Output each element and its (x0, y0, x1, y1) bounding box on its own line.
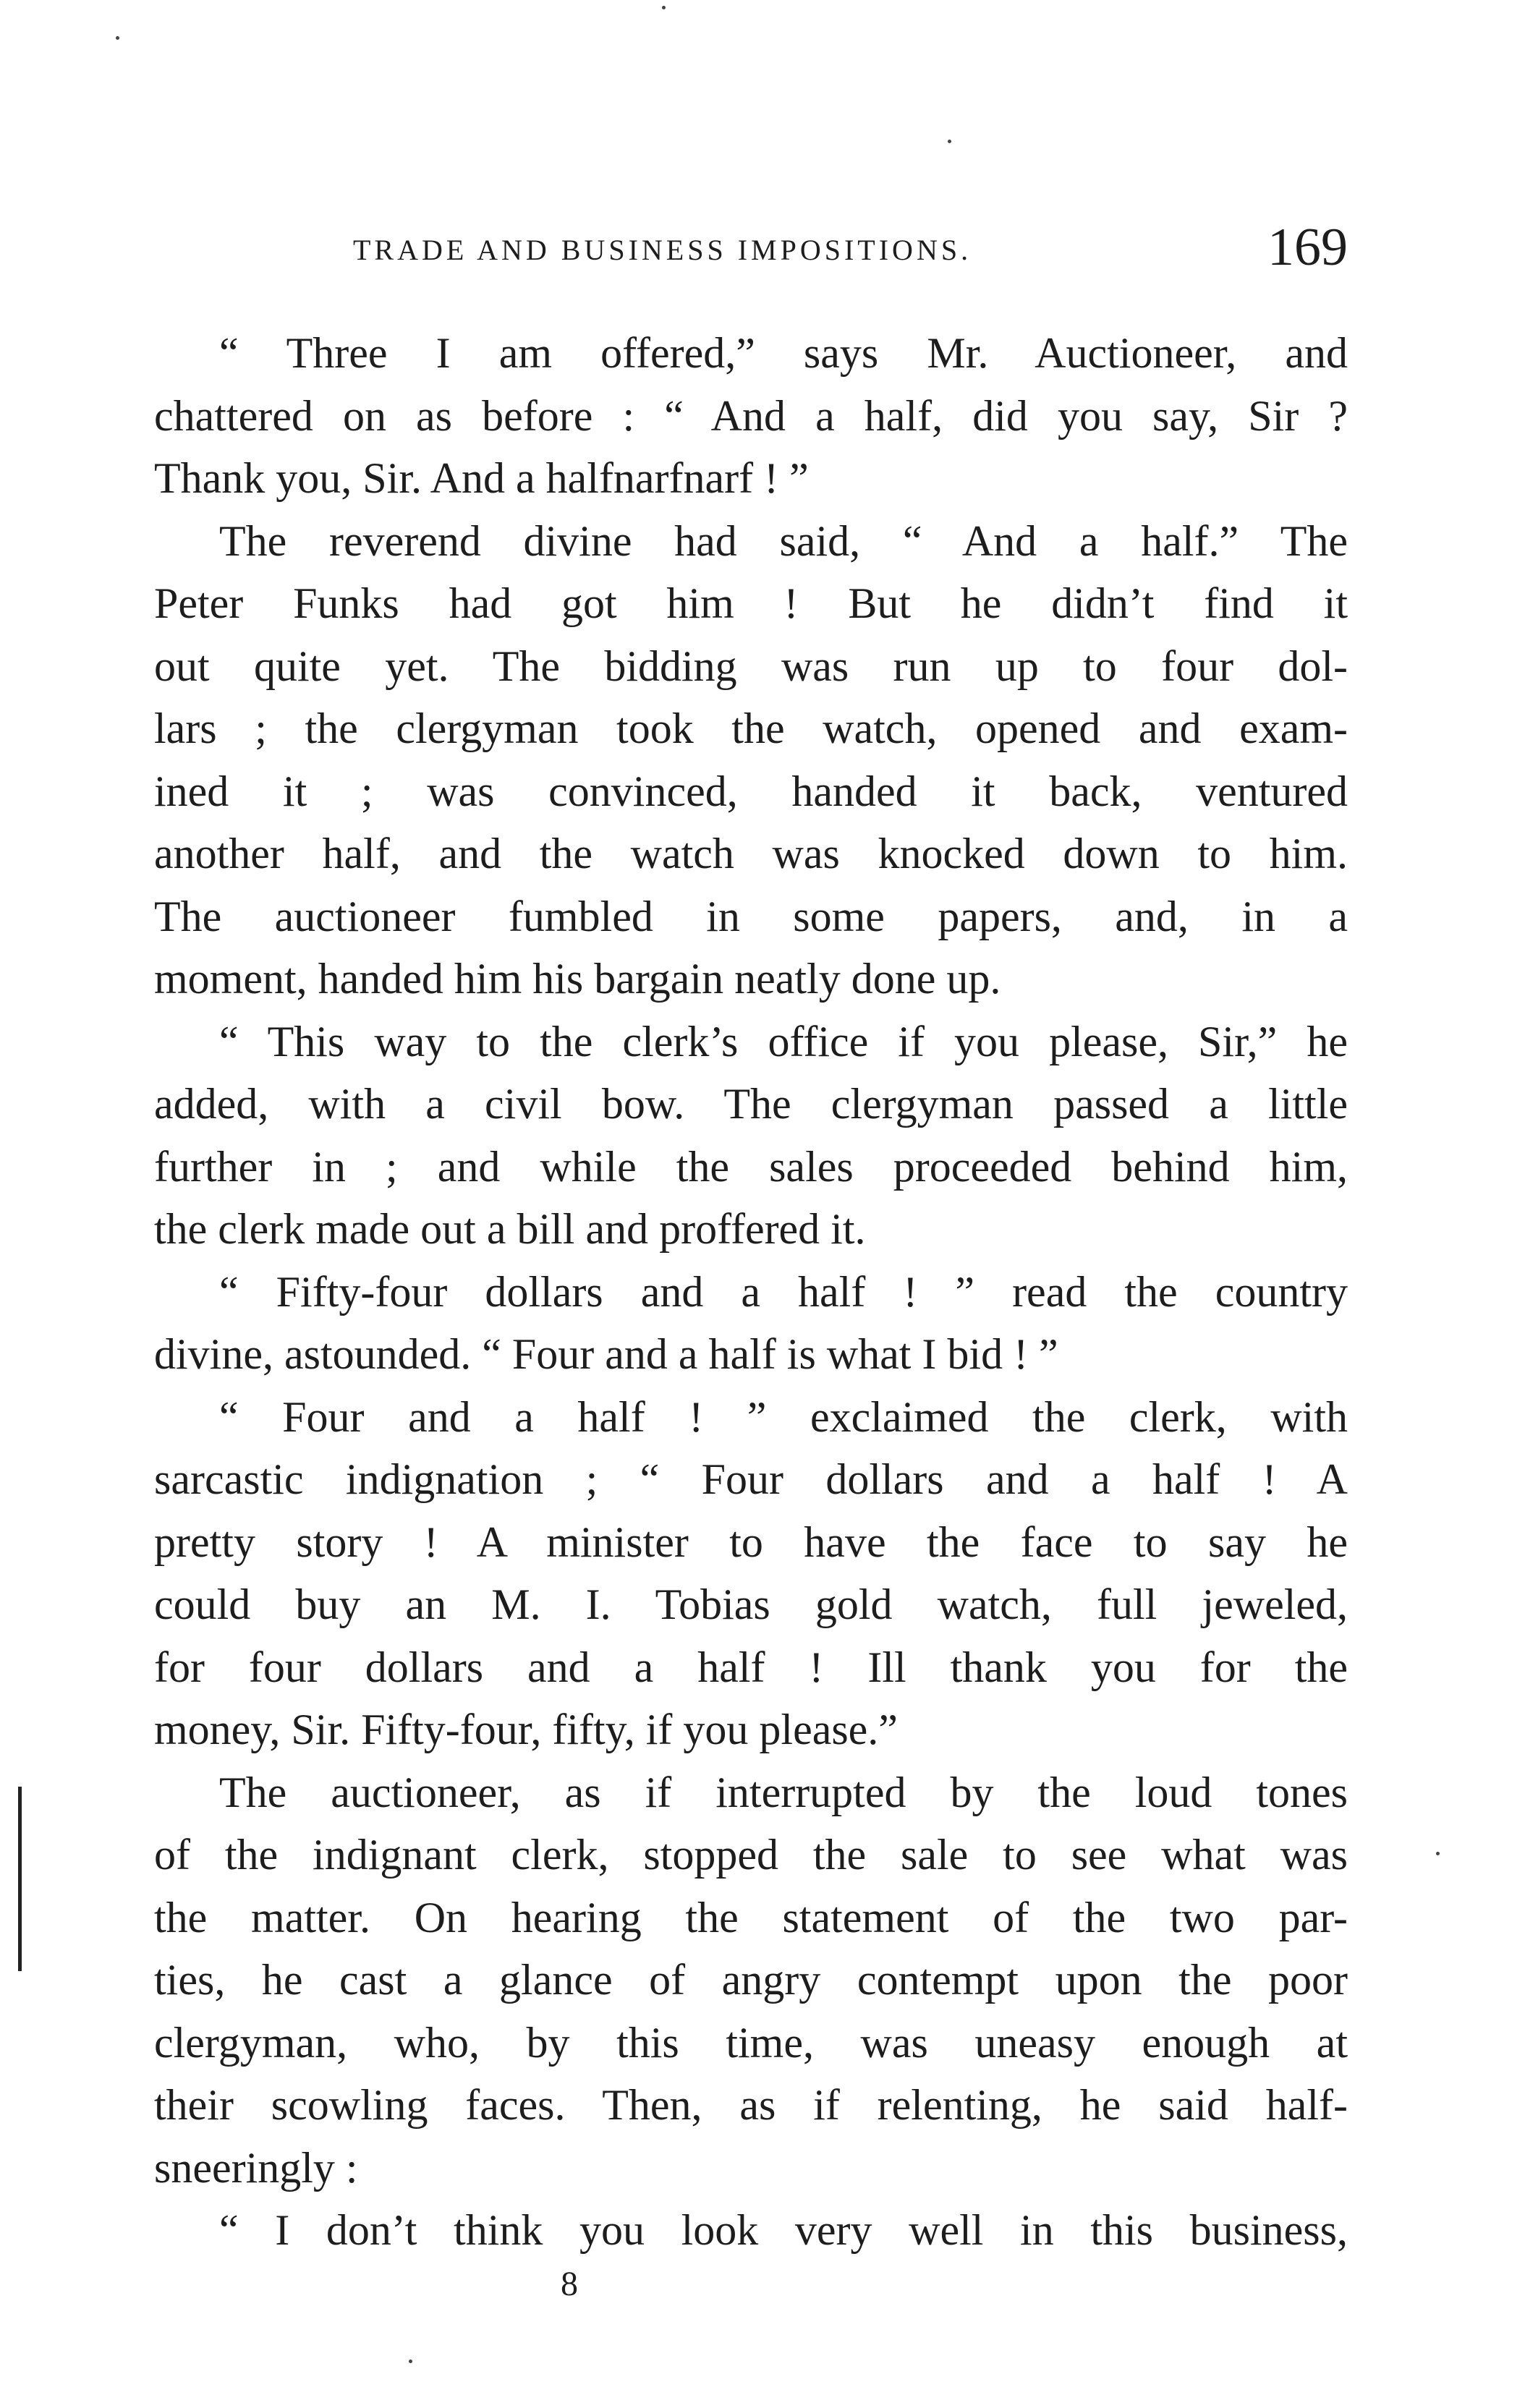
text-line: “ I don’t think you look very well in this business, (219, 2206, 1348, 2254)
text-line: sneeringly : (154, 2143, 358, 2192)
text-line: “ Fifty-four dollars and a half ! ” read the country (219, 1267, 1348, 1316)
text-line: of the indignant clerk, stopped the sale to see what was (154, 1831, 1348, 1879)
page-number: 169 (1267, 218, 1348, 277)
text-line: sarcastic indignation ; “ Four dollars and a half ! A (154, 1455, 1348, 1503)
text-line: The auctioneer fumbled in some papers, and, in a (154, 892, 1348, 940)
text-line: The auctioneer, as if interrupted by the loud tones (219, 1768, 1348, 1816)
text-line: pretty story ! A minister to have the face to say he (154, 1518, 1348, 1566)
text-line: moment, handed him his bargain neatly done up. (154, 955, 1001, 1003)
paper-speck (662, 6, 666, 9)
text-line: added, with a civil bow. The clergyman passed a little (154, 1080, 1348, 1128)
text-line: the clerk made out a bill and proffered it. (154, 1205, 866, 1253)
running-head (353, 217, 1348, 275)
text-line: The reverend divine had said, “ And a half.” The (219, 516, 1348, 565)
signature-mark: 8 (561, 2265, 578, 2303)
paper-speck (409, 2360, 412, 2363)
text-line: money, Sir. Fifty-four, fifty, if you please.” (154, 1706, 898, 1753)
running-title: TRADE AND BUSINESS IMPOSITIONS. (353, 234, 972, 266)
text-line: ined it ; was convinced, handed it back, ventured (154, 767, 1348, 815)
text-line: their scowling faces. Then, as if relenting, he said half- (154, 2081, 1348, 2129)
text-line: another half, and the watch was knocked down to him. (154, 830, 1348, 877)
text-line: for four dollars and a half ! Ill thank you for the (154, 1643, 1348, 1691)
text-line: could buy an M. I. Tobias gold watch, full jeweled, (154, 1580, 1348, 1628)
text-line: divine, astounded. “ Four and a half is what I bid ! ” (154, 1330, 1058, 1378)
binding-edge-mark (18, 1787, 22, 1971)
body-text (154, 322, 1348, 2262)
text-line: Thank you, Sir. And a halfnarfnarf ! ” (154, 454, 809, 502)
text-line: “ This way to the clerk’s office if you please, Sir,” he (219, 1017, 1348, 1065)
text-line: clergyman, who, by this time, was uneasy enough at (154, 2018, 1348, 2067)
text-line: further in ; and while the sales proceeded behind him, (154, 1142, 1348, 1191)
paper-speck (116, 36, 119, 40)
text-line: chattered on as before : “ And a half, did you say, Sir ? (154, 391, 1348, 440)
text-line: “ Four and a half ! ” exclaimed the clerk, with (219, 1392, 1348, 1441)
text-line: out quite yet. The bidding was run up to four dol- (154, 642, 1348, 690)
text-line: ties, he cast a glance of angry contempt upon the poor (154, 1956, 1348, 2004)
paper-speck (948, 140, 951, 143)
text-line: “ Three I am offered,” says Mr. Auctioneer, and (219, 329, 1348, 377)
paper-speck (1436, 1852, 1440, 1855)
text-line: lars ; the clergyman took the watch, opened and exam- (154, 705, 1348, 752)
text-line: Peter Funks had got him ! But he didn’t find it (154, 579, 1348, 627)
text-line: the matter. On hearing the statement of the two par- (154, 1893, 1348, 1941)
